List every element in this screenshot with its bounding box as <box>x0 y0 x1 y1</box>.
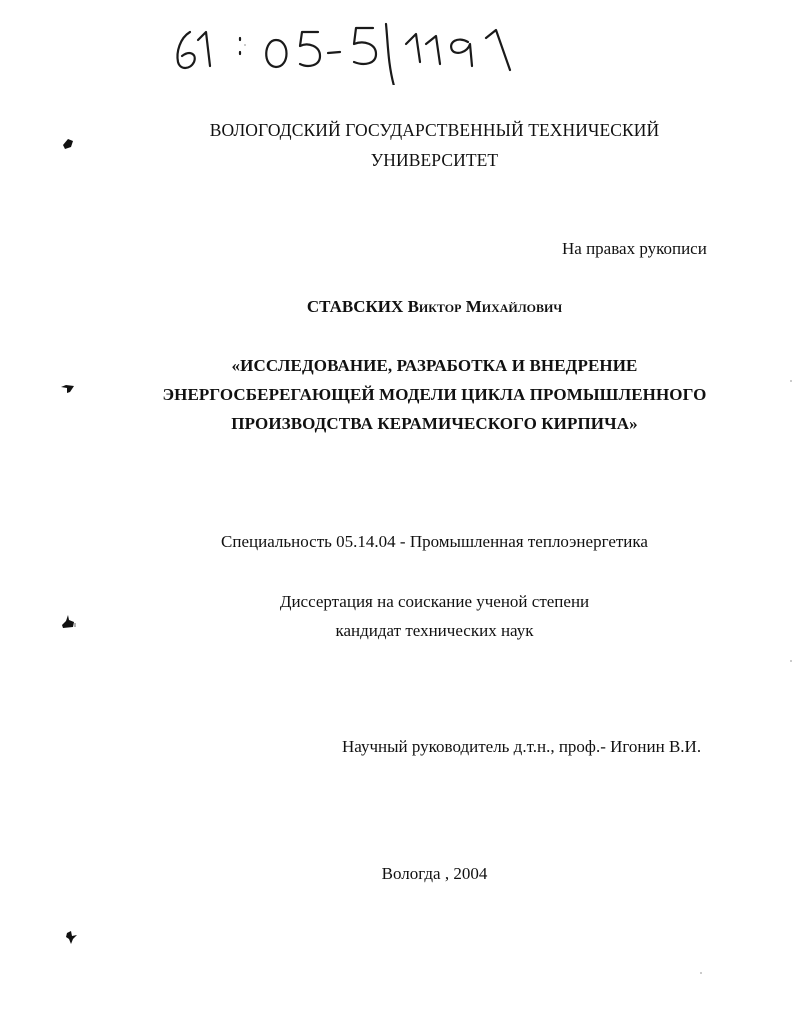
author-surname: СТАВСКИХ <box>306 297 404 316</box>
scan-speck <box>700 972 702 974</box>
thesis-title-line-1: «ИССЛЕДОВАНИЕ, РАЗРАБОТКА И ВНЕДРЕНИЕ <box>231 356 638 375</box>
city-year: Вологда , 2004 <box>381 864 488 883</box>
scan-speck <box>244 44 246 46</box>
scientific-advisor: Научный руководитель д.т.н., проф.- Игонин В.И. <box>342 737 702 756</box>
binder-hole-mark-icon <box>59 381 77 397</box>
binder-hole-mark-icon <box>59 614 77 630</box>
degree-line-2: кандидат технических наук <box>335 621 534 640</box>
author-given-names: Виктор Михайлович <box>407 297 563 316</box>
specialty: Специальность 05.14.04 - Промышленная теплоэнергетика <box>221 532 648 551</box>
binder-hole-mark-icon <box>62 929 80 945</box>
thesis-title-line-2: ЭНЕРГОСБЕРЕГАЮЩЕЙ МОДЕЛИ ЦИКЛА ПРОМЫШЛЕННОГО <box>162 385 707 404</box>
handwritten-number-drawing <box>168 10 528 85</box>
institution-line-2: УНИВЕРСИТЕТ <box>370 150 499 170</box>
handwritten-archive-number <box>168 10 528 85</box>
degree-line-1: Диссертация на соискание ученой степени <box>279 592 590 611</box>
scan-speck <box>790 380 792 382</box>
rights-note: На правах рукописи <box>562 239 707 258</box>
thesis-title-line-3: ПРОИЗВОДСТВА КЕРАМИЧЕСКОГО КИРПИЧА» <box>231 414 638 433</box>
author-name <box>38 297 793 317</box>
institution-line-1: ВОЛОГОДСКИЙ ГОСУДАРСТВЕННЫЙ ТЕХНИЧЕСКИЙ <box>209 120 660 140</box>
binder-hole-mark-icon <box>60 136 78 152</box>
scan-speck <box>790 660 792 662</box>
